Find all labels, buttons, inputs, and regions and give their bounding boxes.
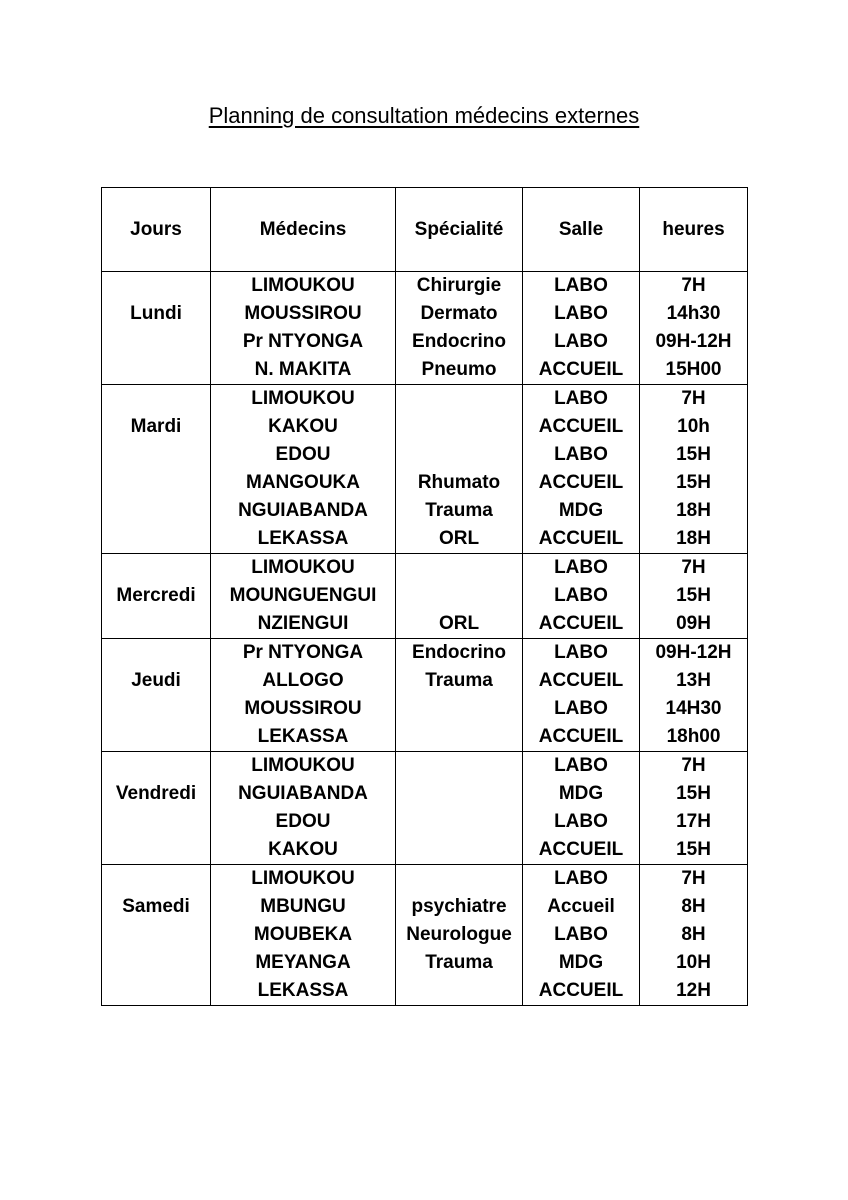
specialty-label: [396, 413, 522, 441]
room-label: Accueil: [547, 896, 615, 917]
room-label: LABO: [554, 642, 608, 663]
doctor-cell: [211, 385, 396, 554]
hour-label: 15H: [676, 444, 711, 465]
specialty-label: Pneumo: [421, 359, 497, 380]
header-medecins: Médecins: [211, 188, 396, 272]
specialty-label: Dermato: [420, 303, 498, 324]
hour-label: 15H: [676, 783, 711, 804]
specialty-label: [396, 836, 522, 864]
room-label: MDG: [558, 500, 604, 521]
specialty-cell: [396, 639, 523, 752]
hour-label: 14H30: [665, 698, 722, 719]
room-cell: [523, 385, 640, 554]
specialty-cell: [396, 554, 523, 639]
doctor-name: LIMOUKOU: [251, 388, 355, 409]
room-label: LABO: [554, 444, 608, 465]
room-label: ACCUEIL: [538, 528, 624, 549]
day-label: Samedi: [122, 896, 190, 917]
hour-label: 15H: [676, 472, 711, 493]
hour-label: 10H: [676, 952, 711, 973]
doctor-name: ALLOGO: [262, 670, 344, 691]
hour-label: 8H: [681, 896, 706, 917]
day-cell: [102, 752, 211, 865]
doctor-name: MOUSSIROU: [244, 303, 362, 324]
doctor-name: KAKOU: [268, 839, 338, 860]
doctor-name: LEKASSA: [257, 726, 349, 747]
room-cell: [523, 272, 640, 385]
doctor-name: MOUNGUENGUI: [229, 585, 377, 606]
doctor-name: LIMOUKOU: [251, 275, 355, 296]
specialty-label: [396, 780, 522, 808]
day-cell: [102, 865, 211, 1006]
doctor-name: MANGOUKA: [246, 472, 360, 493]
hour-label: 09H-12H: [655, 331, 732, 352]
hour-cell: [640, 865, 748, 1006]
doctor-cell: [211, 554, 396, 639]
doctor-name: N. MAKITA: [254, 359, 352, 380]
header-specialite: Spécialité: [396, 188, 523, 272]
specialty-cell: [396, 385, 523, 554]
specialty-label: [396, 723, 522, 751]
room-label: ACCUEIL: [538, 670, 624, 691]
hour-cell: [640, 752, 748, 865]
day-cell: [102, 639, 211, 752]
hour-label: 18H: [676, 528, 711, 549]
hour-label: 7H: [681, 557, 706, 578]
hour-cell: [640, 554, 748, 639]
doctor-name: Pr NTYONGA: [242, 331, 364, 352]
room-label: LABO: [554, 811, 608, 832]
room-label: ACCUEIL: [538, 472, 624, 493]
room-cell: [523, 865, 640, 1006]
doctor-cell: [211, 865, 396, 1006]
room-label: ACCUEIL: [538, 726, 624, 747]
day-label: Mercredi: [116, 585, 196, 606]
room-label: LABO: [554, 557, 608, 578]
room-cell: [523, 639, 640, 752]
table-row: [102, 385, 748, 554]
specialty-label: [396, 441, 522, 469]
doctor-name: KAKOU: [268, 416, 338, 437]
hour-label: 8H: [681, 924, 706, 945]
specialty-label: Trauma: [425, 500, 493, 521]
page-title: Planning de consultation médecins externes: [208, 103, 640, 128]
room-label: LABO: [554, 331, 608, 352]
hour-label: 09H: [676, 613, 711, 634]
room-label: LABO: [554, 924, 608, 945]
specialty-cell: [396, 272, 523, 385]
room-label: LABO: [554, 868, 608, 889]
doctor-cell: [211, 639, 396, 752]
specialty-label: Neurologue: [406, 924, 512, 945]
room-label: ACCUEIL: [538, 359, 624, 380]
doctor-name: MBUNGU: [260, 896, 346, 917]
hour-label: 09H-12H: [655, 642, 732, 663]
room-cell: [523, 554, 640, 639]
specialty-label: [396, 695, 522, 723]
doctor-name: MEYANGA: [255, 952, 351, 973]
doctor-name: EDOU: [275, 444, 331, 465]
doctor-name: LIMOUKOU: [251, 557, 355, 578]
room-label: MDG: [558, 783, 604, 804]
header-heures: heures: [640, 188, 748, 272]
doctor-name: EDOU: [275, 811, 331, 832]
room-cell: [523, 752, 640, 865]
specialty-label: Endocrino: [412, 642, 506, 663]
specialty-cell: [396, 752, 523, 865]
doctor-name: Pr NTYONGA: [242, 642, 364, 663]
hour-label: 13H: [676, 670, 711, 691]
day-label: Jeudi: [131, 670, 181, 691]
day-cell: [102, 554, 211, 639]
specialty-label: Endocrino: [412, 331, 506, 352]
room-label: ACCUEIL: [538, 980, 624, 1001]
specialty-label: [396, 977, 522, 1005]
hour-cell: [640, 639, 748, 752]
hour-label: 7H: [681, 275, 706, 296]
header-jours: Jours: [102, 188, 211, 272]
doctor-name: MOUBEKA: [253, 924, 353, 945]
hour-label: 12H: [676, 980, 711, 1001]
table-row: [102, 272, 748, 385]
specialty-label: [396, 752, 522, 780]
hour-label: 17H: [676, 811, 711, 832]
hour-label: 15H: [676, 839, 711, 860]
hour-label: 14h30: [666, 303, 721, 324]
hour-cell: [640, 385, 748, 554]
doctor-name: LIMOUKOU: [251, 868, 355, 889]
room-label: MDG: [558, 952, 604, 973]
doctor-cell: [211, 752, 396, 865]
hour-label: 18H: [676, 500, 711, 521]
table-header-row: [102, 188, 748, 272]
hour-cell: [640, 272, 748, 385]
specialty-label: Trauma: [425, 952, 493, 973]
day-label: Vendredi: [115, 783, 197, 804]
specialty-label: [396, 808, 522, 836]
schedule-table: [101, 187, 748, 1006]
room-label: ACCUEIL: [538, 416, 624, 437]
room-label: LABO: [554, 275, 608, 296]
day-cell: [102, 272, 211, 385]
doctor-name: MOUSSIROU: [244, 698, 362, 719]
hour-label: 18h00: [666, 726, 721, 747]
doctor-cell: [211, 272, 396, 385]
doctor-name: LEKASSA: [257, 528, 349, 549]
specialty-label: [396, 554, 522, 582]
specialty-label: Chirurgie: [416, 275, 502, 296]
specialty-label: ORL: [438, 613, 480, 634]
hour-label: 15H00: [665, 359, 722, 380]
doctor-name: NZIENGUI: [257, 613, 349, 634]
room-label: LABO: [554, 303, 608, 324]
hour-label: 15H: [676, 585, 711, 606]
specialty-label: [396, 865, 522, 893]
room-label: LABO: [554, 585, 608, 606]
specialty-label: [396, 385, 522, 413]
specialty-label: [396, 582, 522, 610]
doctor-name: LIMOUKOU: [251, 755, 355, 776]
day-cell: [102, 385, 211, 554]
header-salle: Salle: [523, 188, 640, 272]
specialty-label: Rhumato: [417, 472, 501, 493]
room-label: ACCUEIL: [538, 613, 624, 634]
day-label: Mardi: [130, 416, 182, 437]
specialty-cell: [396, 865, 523, 1006]
table-row: [102, 639, 748, 752]
day-label: Lundi: [130, 303, 182, 324]
table-row: [102, 554, 748, 639]
doctor-name: NGUIABANDA: [238, 783, 368, 804]
room-label: ACCUEIL: [538, 839, 624, 860]
doctor-name: LEKASSA: [257, 980, 349, 1001]
specialty-label: psychiatre: [411, 896, 507, 917]
specialty-label: ORL: [438, 528, 480, 549]
specialty-label: Trauma: [425, 670, 493, 691]
doctor-name: NGUIABANDA: [238, 500, 368, 521]
table-row: [102, 752, 748, 865]
room-label: LABO: [554, 755, 608, 776]
hour-label: 10h: [677, 416, 710, 437]
hour-label: 7H: [681, 388, 706, 409]
hour-label: 7H: [681, 755, 706, 776]
table-row: [102, 865, 748, 1006]
hour-label: 7H: [681, 868, 706, 889]
room-label: LABO: [554, 698, 608, 719]
room-label: LABO: [554, 388, 608, 409]
